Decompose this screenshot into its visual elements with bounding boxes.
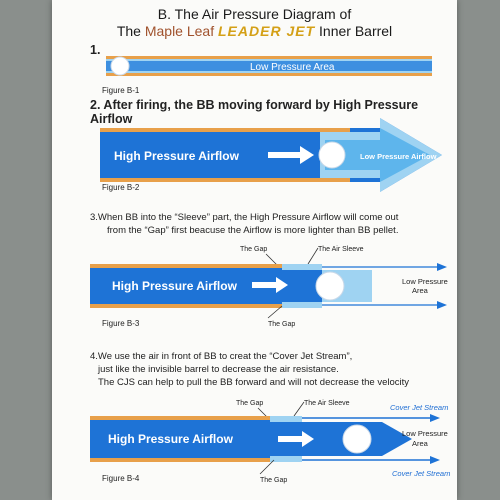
low-pressure-label-2: Area xyxy=(412,439,428,448)
title-prefix: The xyxy=(116,23,145,39)
figure-b3-caption: Figure B-3 xyxy=(102,319,140,328)
gap-label-bottom: The Gap xyxy=(268,321,296,328)
step-1-number: 1. xyxy=(90,43,101,57)
title-line-2 xyxy=(52,23,457,39)
title-line-1: B. The Air Pressure Diagram of xyxy=(157,6,352,22)
high-pressure-label: High Pressure Airflow xyxy=(114,149,239,163)
gap-label-bottom: The Gap xyxy=(260,477,288,484)
air-sleeve-top xyxy=(270,416,302,422)
bb-pellet xyxy=(111,57,129,75)
document-sheet xyxy=(52,0,457,500)
high-pressure-label: High Pressure Airflow xyxy=(112,279,237,293)
figure-b2-caption: Figure B-2 xyxy=(102,183,140,192)
cjs-label-bottom: Cover Jet Stream xyxy=(392,469,451,478)
low-pressure-airflow-label: Low Pressure Airflow xyxy=(360,152,437,161)
brand-name: Maple Leaf xyxy=(144,23,215,39)
figure-b1-diagram xyxy=(100,50,440,82)
figure-b2-diagram xyxy=(100,118,445,194)
low-pressure-label: Low Pressure Area xyxy=(250,62,335,73)
air-sleeve-label: The Air Sleeve xyxy=(318,246,364,253)
figure-b4-caption: Figure B-4 xyxy=(102,474,140,483)
bb-pellet xyxy=(316,272,344,300)
low-pressure-label-1: Low Pressure xyxy=(402,429,448,438)
step-4-text-2: just like the invisible barrel to decrease the air resistance. xyxy=(98,364,339,375)
forward-arrow-shaft xyxy=(278,436,304,442)
high-pressure-label: High Pressure Airflow xyxy=(108,432,233,446)
step-4-text-1: 4.We use the air in front of BB to creat the “Cover Jet Stream”, xyxy=(90,351,353,362)
step-3-text-2: from the “Gap” first beacuse the Airflow is more lighter than BB pellet. xyxy=(107,225,399,236)
figure-b1-caption: Figure B-1 xyxy=(102,86,140,95)
step-3-text-1: 3.When BB into the “Sleeve” part, the High Pressure Airflow will come out xyxy=(90,212,399,223)
air-sleeve-bottom xyxy=(282,302,322,308)
gap-label-top: The Gap xyxy=(236,400,264,407)
title-suffix: Inner Barrel xyxy=(315,23,393,39)
forward-arrow-shaft xyxy=(268,152,302,158)
step-4-text-3: The CJS can help to pull the BB forward and will not decrease the velocity xyxy=(98,377,410,388)
gap-label-top: The Gap xyxy=(240,246,268,253)
air-sleeve-label: The Air Sleeve xyxy=(304,400,350,407)
bb-pellet xyxy=(319,142,345,168)
forward-arrow-shaft xyxy=(252,282,278,288)
leader-jet-logo: LEADER JET xyxy=(218,23,316,39)
air-sleeve-bottom xyxy=(270,456,302,462)
cjs-label-top: Cover Jet Stream xyxy=(390,403,449,412)
low-pressure-label-2: Area xyxy=(412,286,428,295)
air-sleeve-top xyxy=(282,264,322,270)
low-pressure-label-1: Low Pressure xyxy=(402,277,448,286)
bb-pellet xyxy=(343,425,371,453)
step-2-heading: 2. After firing, the BB moving forward by High Pressure Airflow xyxy=(90,98,419,126)
